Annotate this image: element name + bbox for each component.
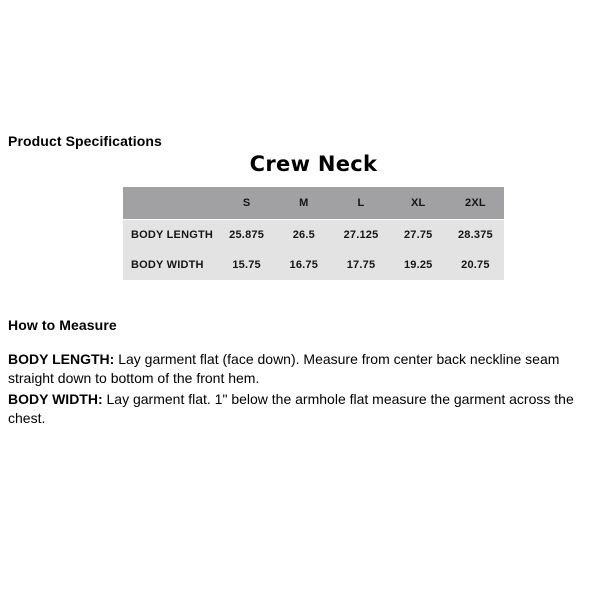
section-title: Product Specifications <box>8 133 162 149</box>
cell-value: 28.375 <box>457 229 493 241</box>
measure-title: How to Measure <box>8 317 117 333</box>
cell-value: 15.75 <box>232 259 261 271</box>
size-column-header-xl: XL <box>410 197 426 209</box>
table-row-body-width <box>123 250 504 280</box>
measure-instructions <box>8 350 600 430</box>
instruction-body-width-text: Lay garment flat. 1" below the armhole flat measure the garment across the chest. <box>8 391 574 426</box>
size-column-header-m: M <box>299 197 309 209</box>
instruction-body-length-label: BODY LENGTH: <box>8 351 115 367</box>
cell-value: 25.875 <box>229 229 265 241</box>
cell-value: 20.75 <box>461 259 490 271</box>
size-column-header-s: S <box>242 197 251 209</box>
row-label: BODY LENGTH <box>131 229 214 241</box>
cell-value: 17.75 <box>346 259 376 271</box>
cell-value: 16.75 <box>289 259 319 271</box>
instruction-body-length <box>8 350 600 387</box>
size-chart-header-row <box>123 187 504 220</box>
cell-value: 19.25 <box>403 259 433 271</box>
size-column-header-l: L <box>357 197 365 209</box>
size-chart-body <box>123 220 504 280</box>
cell-value: 27.125 <box>343 229 379 241</box>
instruction-body-width-label: BODY WIDTH: <box>8 391 103 407</box>
instruction-body-length-text: Lay garment flat (face down). Measure from center back neckline seam straight down to bottom of the front hem. <box>8 351 560 386</box>
size-column-header-2xl: 2XL <box>465 197 486 209</box>
size-chart-table <box>123 187 504 280</box>
instruction-body-width <box>8 390 600 427</box>
row-label: BODY WIDTH <box>131 259 204 271</box>
cell-value: 26.5 <box>292 229 315 241</box>
table-row-body-length <box>123 220 504 250</box>
product-title: Crew Neck <box>249 152 378 176</box>
cell-value: 27.75 <box>403 229 433 241</box>
